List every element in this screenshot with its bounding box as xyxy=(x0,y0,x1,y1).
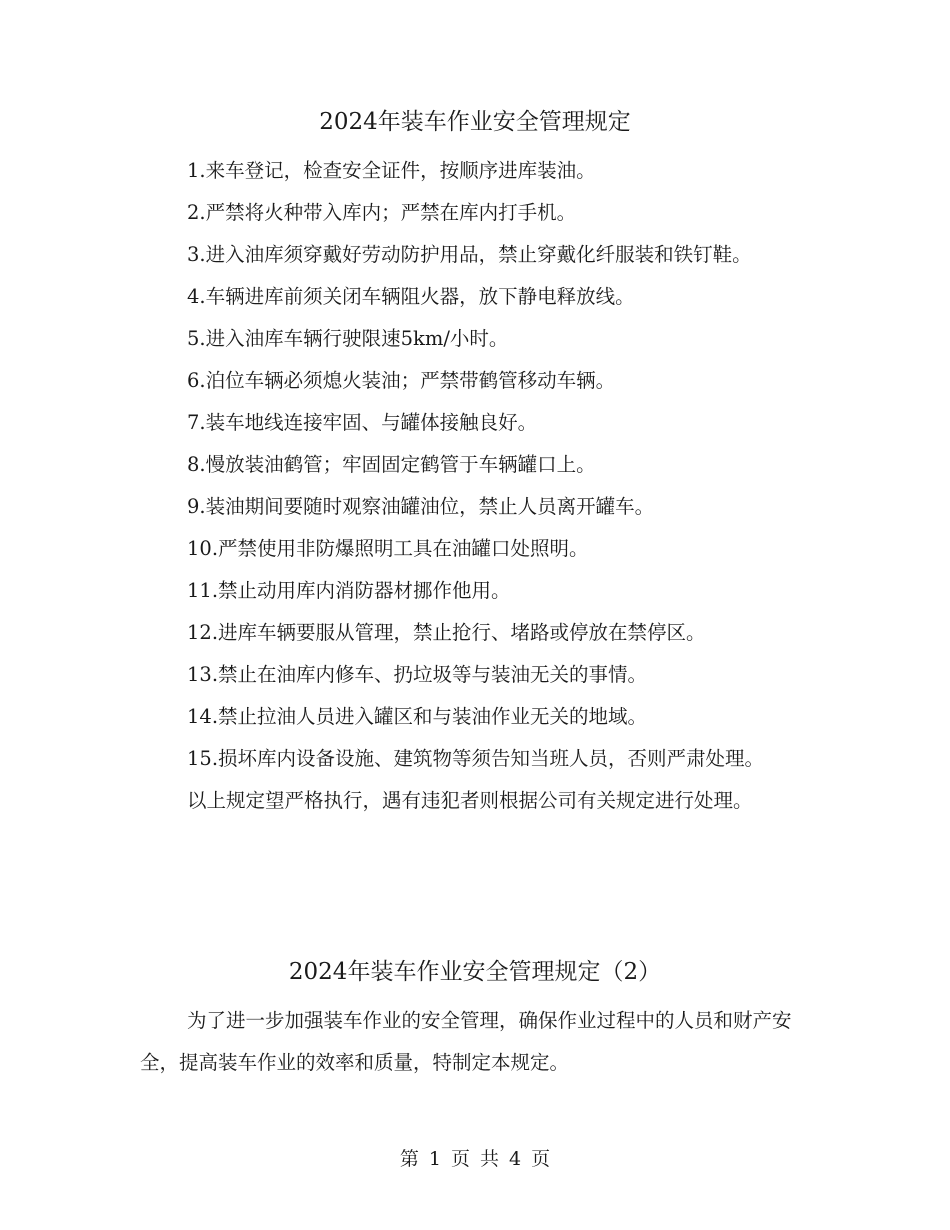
rule-item: 5.进入油库车辆行驶限速5km/小时。 xyxy=(187,327,509,350)
rule-item: 11.禁止动用库内消防器材挪作他用。 xyxy=(187,579,511,602)
section-title-2: 2024年装车作业安全管理规定（2） xyxy=(288,959,662,985)
rule-item: 10.严禁使用非防爆照明工具在油罐口处照明。 xyxy=(187,537,589,560)
rule-item: 15.损坏库内设备设施、建筑物等须告知当班人员，否则严肃处理。 xyxy=(187,747,765,770)
rule-item: 9.装油期间要随时观察油罐油位，禁止人员离开罐车。 xyxy=(187,495,655,518)
rule-item: 14.禁止拉油人员进入罐区和与装油作业无关的地域。 xyxy=(187,705,648,728)
closing-paragraph: 以上规定望严格执行，遇有违犯者则根据公司有关规定进行处理。 xyxy=(187,789,753,812)
rule-item: 12.进库车辆要服从管理，禁止抢行、堵路或停放在禁停区。 xyxy=(187,621,706,644)
rule-item: 13.禁止在油库内修车、扔垃圾等与装油无关的事情。 xyxy=(187,663,648,686)
document-title: 2024年装车作业安全管理规定 xyxy=(319,109,631,135)
rule-item: 1.来车登记，检查安全证件，按顺序进库装油。 xyxy=(187,159,596,182)
rule-item: 2.严禁将火种带入库内；严禁在库内打手机。 xyxy=(187,201,577,224)
rule-item: 8.慢放装油鹤管；牢固固定鹤管于车辆罐口上。 xyxy=(187,453,596,476)
rule-item: 3.进入油库须穿戴好劳动防护用品，禁止穿戴化纤服装和铁钉鞋。 xyxy=(187,243,752,266)
intro-paragraph: 为了进一步加强装车作业的安全管理，确保作业过程中的人员和财产安全，提高装车作业的效率和质量，特制定本规定。 xyxy=(140,1009,792,1074)
page-footer: 第 1 页 共 4 页 xyxy=(399,1148,551,1170)
rules-section xyxy=(140,150,820,822)
intro-section xyxy=(140,1000,820,1084)
rule-item: 7.装车地线连接牢固、与罐体接触良好。 xyxy=(187,411,538,434)
rule-item: 6.泊位车辆必须熄火装油；严禁带鹤管移动车辆。 xyxy=(187,369,616,392)
rule-item: 4.车辆进库前须关闭车辆阻火器，放下静电释放线。 xyxy=(187,285,635,308)
